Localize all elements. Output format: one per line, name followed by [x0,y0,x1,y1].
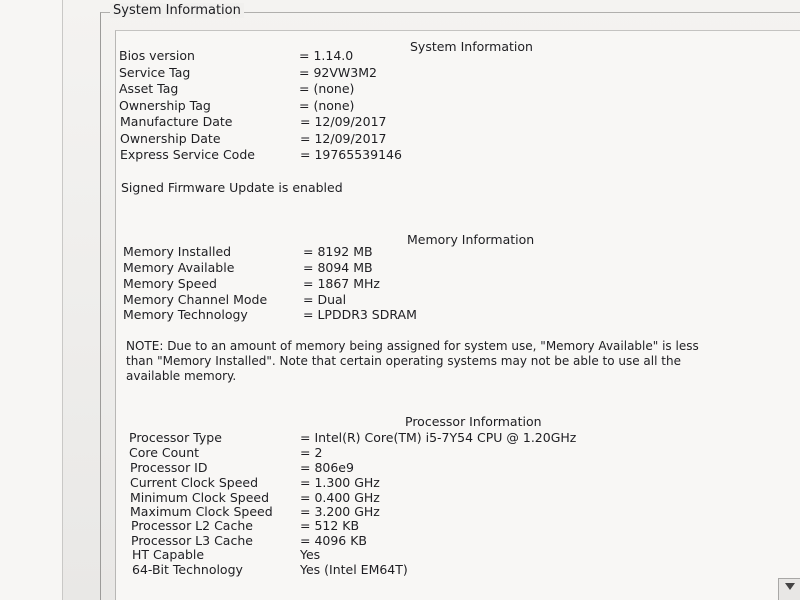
info-value: = 1.14.0 [299,48,354,63]
info-label: Manufacture Date [120,114,233,129]
info-label: Memory Installed [123,244,232,259]
info-label: Core Count [129,445,200,460]
info-value: = 0.400 GHz [300,490,380,505]
info-label: Express Service Code [120,147,255,162]
info-value: Yes (Intel EM64T) [300,562,408,577]
info-value: = (none) [299,81,355,96]
firmware-update-status: Signed Firmware Update is enabled [121,180,343,195]
info-label: Memory Channel Mode [123,292,268,307]
info-value: = 4096 KB [300,533,368,548]
info-value: = Dual [303,292,347,307]
chevron-down-icon [785,583,795,590]
memory-info-heading: Memory Information [407,232,535,247]
info-value: = 8094 MB [303,260,373,275]
info-value: = 92VW3M2 [299,65,377,80]
memory-note-line: available memory. [126,369,237,383]
info-label: Processor ID [130,460,208,475]
info-value: = Intel(R) Core(TM) i5-7Y54 CPU @ 1.20GHz [300,430,577,445]
info-value: = 12/09/2017 [300,131,387,146]
info-label: Maximum Clock Speed [130,504,273,519]
info-label: Ownership Date [120,131,221,146]
info-value: = 3.200 GHz [300,504,380,519]
info-value: Yes [300,547,321,562]
info-value: = 512 KB [300,518,360,533]
info-value: = 2 [300,445,323,460]
info-label: Processor L3 Cache [131,533,253,548]
info-label: Minimum Clock Speed [130,490,270,505]
info-value: = 1867 MHz [303,276,380,291]
info-value: = 12/09/2017 [300,114,387,129]
info-label: Asset Tag [119,81,179,96]
processor-info-heading: Processor Information [405,414,542,429]
info-value: = (none) [299,98,355,113]
memory-note-line: than "Memory Installed". Note that certain operating systems may not be able to use all the [126,354,681,368]
memory-note-line: NOTE: Due to an amount of memory being assigned for system use, "Memory Available" is less [126,339,699,353]
info-value: = 806e9 [300,460,354,475]
info-value: = 19765539146 [300,147,402,162]
info-label: Bios version [119,48,195,63]
info-value: = 8192 MB [303,244,373,259]
info-label: Processor Type [129,430,222,445]
info-label: Processor L2 Cache [131,518,253,533]
info-label: Current Clock Speed [130,475,259,490]
info-value: = LPDDR3 SDRAM [303,307,417,322]
settings-tree-panel[interactable] [0,0,63,600]
info-label: Memory Speed [123,276,217,291]
info-label: Memory Available [123,260,235,275]
memory-note [126,339,726,384]
scroll-down-button[interactable] [778,578,800,600]
info-label: Memory Technology [123,307,248,322]
info-label: 64-Bit Technology [132,562,243,577]
info-label: Service Tag [119,65,191,80]
info-label: HT Capable [132,547,205,562]
info-value: = 1.300 GHz [300,475,380,490]
system-info-heading: System Information [410,39,533,54]
group-title: System Information [110,3,244,18]
info-label: Ownership Tag [119,98,211,113]
